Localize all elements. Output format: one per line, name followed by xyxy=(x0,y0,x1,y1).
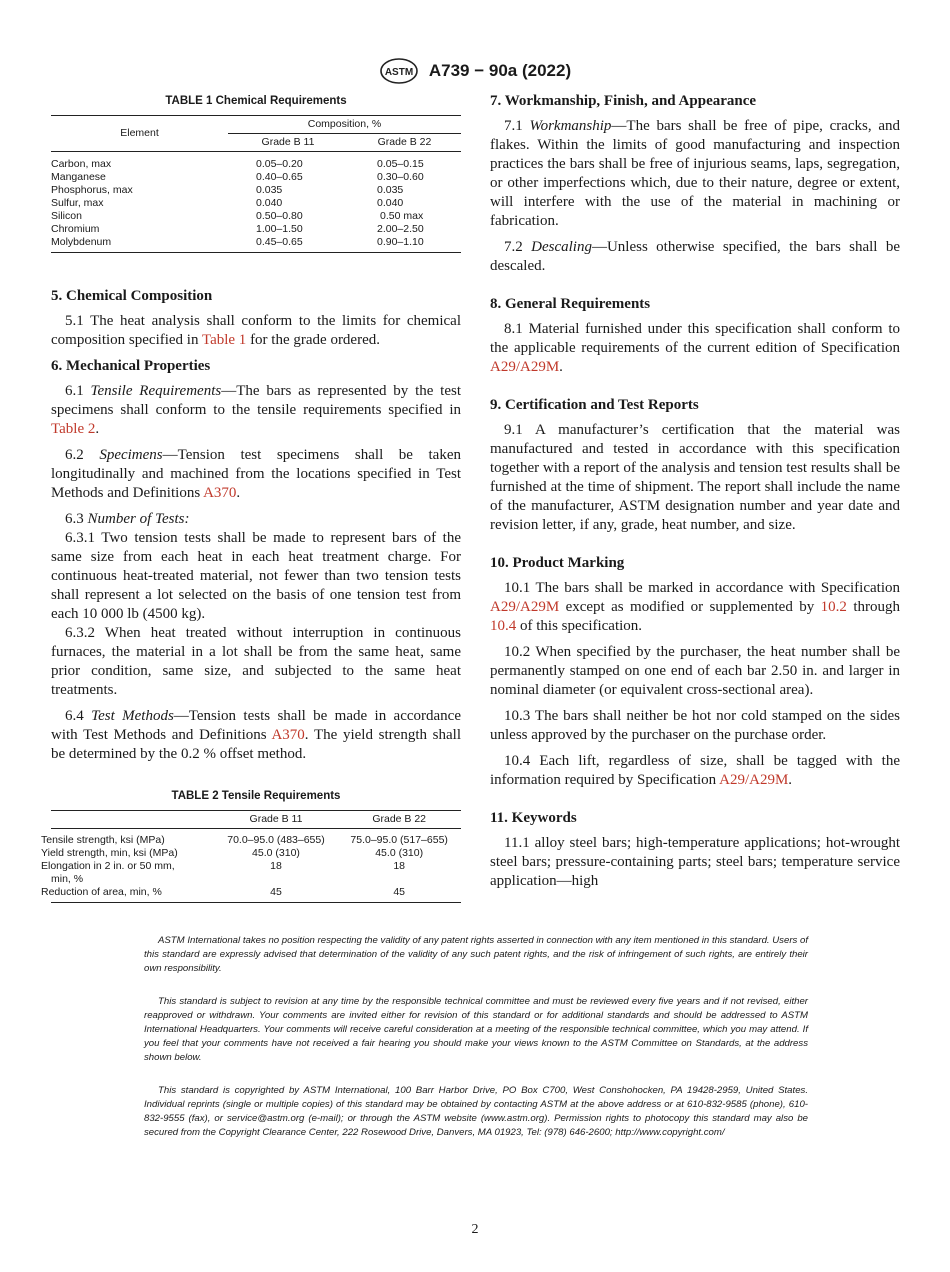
section-9-heading: 9. Certification and Test Reports xyxy=(490,397,699,413)
section-10-heading: 10. Product Marking xyxy=(490,555,625,571)
table-row: Carbon, max 0.05–0.20 0.05–0.15 xyxy=(51,158,424,170)
paragraph-11-1: 11.1 alloy steel bars; high-temperature applications; hot-wrought steel bars; pressure-containing parts; steel bars; temperature service application—high xyxy=(490,835,900,889)
table-row: Elongation in 2 in. or 50 mm, min, % 18 18 xyxy=(41,860,405,885)
paragraph-8-1: 8.1 Material furnished under this specification shall conform to the applicable requirements of the current edition of Specification A29/A29M. xyxy=(490,321,900,375)
grade-b11-header: Grade B 11 xyxy=(249,813,303,825)
paragraph-6-3: 6.3 Number of Tests: xyxy=(65,511,190,527)
revision-notice: This standard is subject to revision at any time by the responsible technical committee and must be reviewed every five years and if not revised, either reapproved or withdrawn. Your comments are invited either for revision of this standard or for additional standards and should be addressed to ASTM International Headquarters. Your comments will receive careful consideration at a meeting of the responsible technical committee, which you may attend. If you feel that your comments have not received a fair hearing you should make your views known to the ASTM Committee on Standards, at the address shown below. xyxy=(144,996,808,1063)
paragraph-10-3: 10.3 The bars shall neither be hot nor cold stamped on the sides unless approved by the purchaser on the purchase order. xyxy=(490,708,900,743)
table2-link[interactable]: Table 2 xyxy=(51,421,96,437)
paragraph-7-2: 7.2 Descaling—Unless otherwise specified, the bars shall be descaled. xyxy=(490,239,901,274)
paragraph-6-3-1: 6.3.1 Two tension tests shall be made to represent bars of the same size from each heat in each heat treatment charge. For continuous heat-treated material, not fewer than two tension tests shall represent a lot selected on the basis of one tension test from each 10 000 lb (4500 kg). xyxy=(51,530,461,622)
table-row: Silicon 0.50–0.80 0.50 max xyxy=(51,210,424,222)
svg-text:ASTM: ASTM xyxy=(384,67,414,78)
tensile-requirements-table xyxy=(41,810,461,903)
page-number: 2 xyxy=(471,1222,479,1237)
patent-notice: ASTM International takes no position respecting the validity of any patent rights asserted in connection with any item mentioned in this standard. Users of this standard are expressly advised that determination of the validity of any such patent rights, and the risk of infringement of such rights, are entirely their own responsibility. xyxy=(144,935,808,974)
section-10-2-link[interactable]: 10.2 xyxy=(820,599,847,615)
document-designation: A739 − 90a (2022) xyxy=(428,61,572,80)
table-row: Molybdenum 0.45–0.65 0.90–1.10 xyxy=(51,236,461,253)
section-5-heading: 5. Chemical Composition xyxy=(51,288,213,304)
table-row: Manganese 0.40–0.65 0.30–0.60 xyxy=(51,171,424,183)
left-column xyxy=(41,92,462,903)
table-row: Chromium 1.00–1.50 2.00–2.50 xyxy=(51,223,424,235)
paragraph-6-3-2: 6.3.2 When heat treated without interruption in continuous furnaces, the material in a lot shall be from the same heat, same prior condition, same size, and subjected to the same heat treatments. xyxy=(51,625,461,698)
paragraph-9-1: 9.1 A manufacturer’s certification that the material was manufactured and tested in accordance with this specification together with a report of the analysis and tension test results shall be furnished at the time of shipment. The report shall include the name of the manufacturer, ASTM designation number and year date and revision letter, if any, grade, heat number, and size. xyxy=(490,422,900,533)
grade-b11-header: Grade B 11 xyxy=(261,136,315,148)
table-row: Sulfur, max 0.040 0.040 xyxy=(51,197,404,209)
paragraph-10-1: 10.1 The bars shall be marked in accordance with Specification A29/A29M except as modified or supplemented by 10.2 through 10.4 of this specification. xyxy=(490,580,900,634)
paragraph-7-1: 7.1 Workmanship—The bars shall be free of pipe, cracks, and flakes. Within the limits of good manufacturing and inspection practices the bars shall be free of injurious seams, laps, segregation, or other imperfections which, due to their nature, degree or extent, will interfere with the use of the material in machining or fabrication. xyxy=(490,118,901,229)
grade-b22-header: Grade B 22 xyxy=(377,136,432,148)
paragraph-6-1: 6.1 Tensile Requirements—The bars as represented by the test specimens shall conform to the tensile requirements specified in Table 2. xyxy=(51,383,462,437)
a370-link[interactable]: A370 xyxy=(271,727,305,743)
chemical-requirements-table xyxy=(51,115,461,253)
a29-link[interactable]: A29/A29M xyxy=(719,772,789,788)
a370-link[interactable]: A370 xyxy=(203,485,237,501)
section-6-heading: 6. Mechanical Properties xyxy=(51,358,211,374)
table-row: Phosphorus, max 0.035 0.035 xyxy=(51,184,404,196)
right-column xyxy=(490,92,900,898)
astm-logo-icon xyxy=(379,56,419,86)
composition-header: Composition, % xyxy=(228,116,461,134)
paragraph-5-1: 5.1 The heat analysis shall conform to the limits for chemical composition specified in Table 1 for the grade ordered. xyxy=(51,313,461,348)
table2-caption: TABLE 2 Tensile Requirements xyxy=(171,790,341,802)
section-11-heading: 11. Keywords xyxy=(490,810,577,826)
table1-caption: TABLE 1 Chemical Requirements xyxy=(165,95,347,107)
copyright-notice: This standard is copyrighted by ASTM International, 100 Barr Harbor Drive, PO Box C700, West Conshohocken, PA 19428-2959, United States. Individual reprints (single or multiple copies) of this standard may be obtained by contacting ASTM at the above address or at 610-832-9585 (phone), 610-832-9555 (fax), or service@astm.org (e-mail); or through the ASTM website (www.astm.org). Permission rights to photocopy this standard may also be secured from the Copyright Clearance Center, 222 Rosewood Drive, Danvers, MA 01923, Tel: (978) 646-2600; http://www.copyright.com/ xyxy=(144,1085,808,1138)
paragraph-10-2: 10.2 When specified by the purchaser, the heat number shall be permanently stamped on one end of each bar 2.50 in. and larger in nominal diameter (or equivalent cross-sectional area). xyxy=(490,644,900,698)
paragraph-10-4: 10.4 Each lift, regardless of size, shall be tagged with the information required by Specification A29/A29M. xyxy=(490,753,900,788)
footer-notes xyxy=(144,934,808,1159)
a29-link[interactable]: A29/A29M xyxy=(490,599,560,615)
grade-b22-header: Grade B 22 xyxy=(372,813,427,825)
table-row: Tensile strength, ksi (MPa) 70.0–95.0 (483–655) 75.0–95.0 (517–655) xyxy=(41,834,448,846)
table1-link[interactable]: Table 1 xyxy=(201,332,247,348)
page-header xyxy=(0,56,950,86)
paragraph-6-2: 6.2 Specimens—Tension test specimens shall be taken longitudinally and machined from the locations specified in Test Methods and Definitions A370. xyxy=(51,447,461,501)
a29-link[interactable]: A29/A29M xyxy=(490,359,560,375)
element-header: Element xyxy=(51,116,228,152)
section-8-heading: 8. General Requirements xyxy=(490,296,651,312)
section-7-heading: 7. Workmanship, Finish, and Appearance xyxy=(490,93,757,109)
paragraph-6-4: 6.4 Test Methods—Tension tests shall be made in accordance with Test Methods and Definitions A370. The yield strength shall be determined by the 0.2 % offset method. xyxy=(51,708,462,762)
table-row: Yield strength, min, ksi (MPa) 45.0 (310) 45.0 (310) xyxy=(41,847,424,859)
table-row: Reduction of area, min, % 45 45 xyxy=(51,886,461,903)
section-10-4-link[interactable]: 10.4 xyxy=(490,618,517,634)
